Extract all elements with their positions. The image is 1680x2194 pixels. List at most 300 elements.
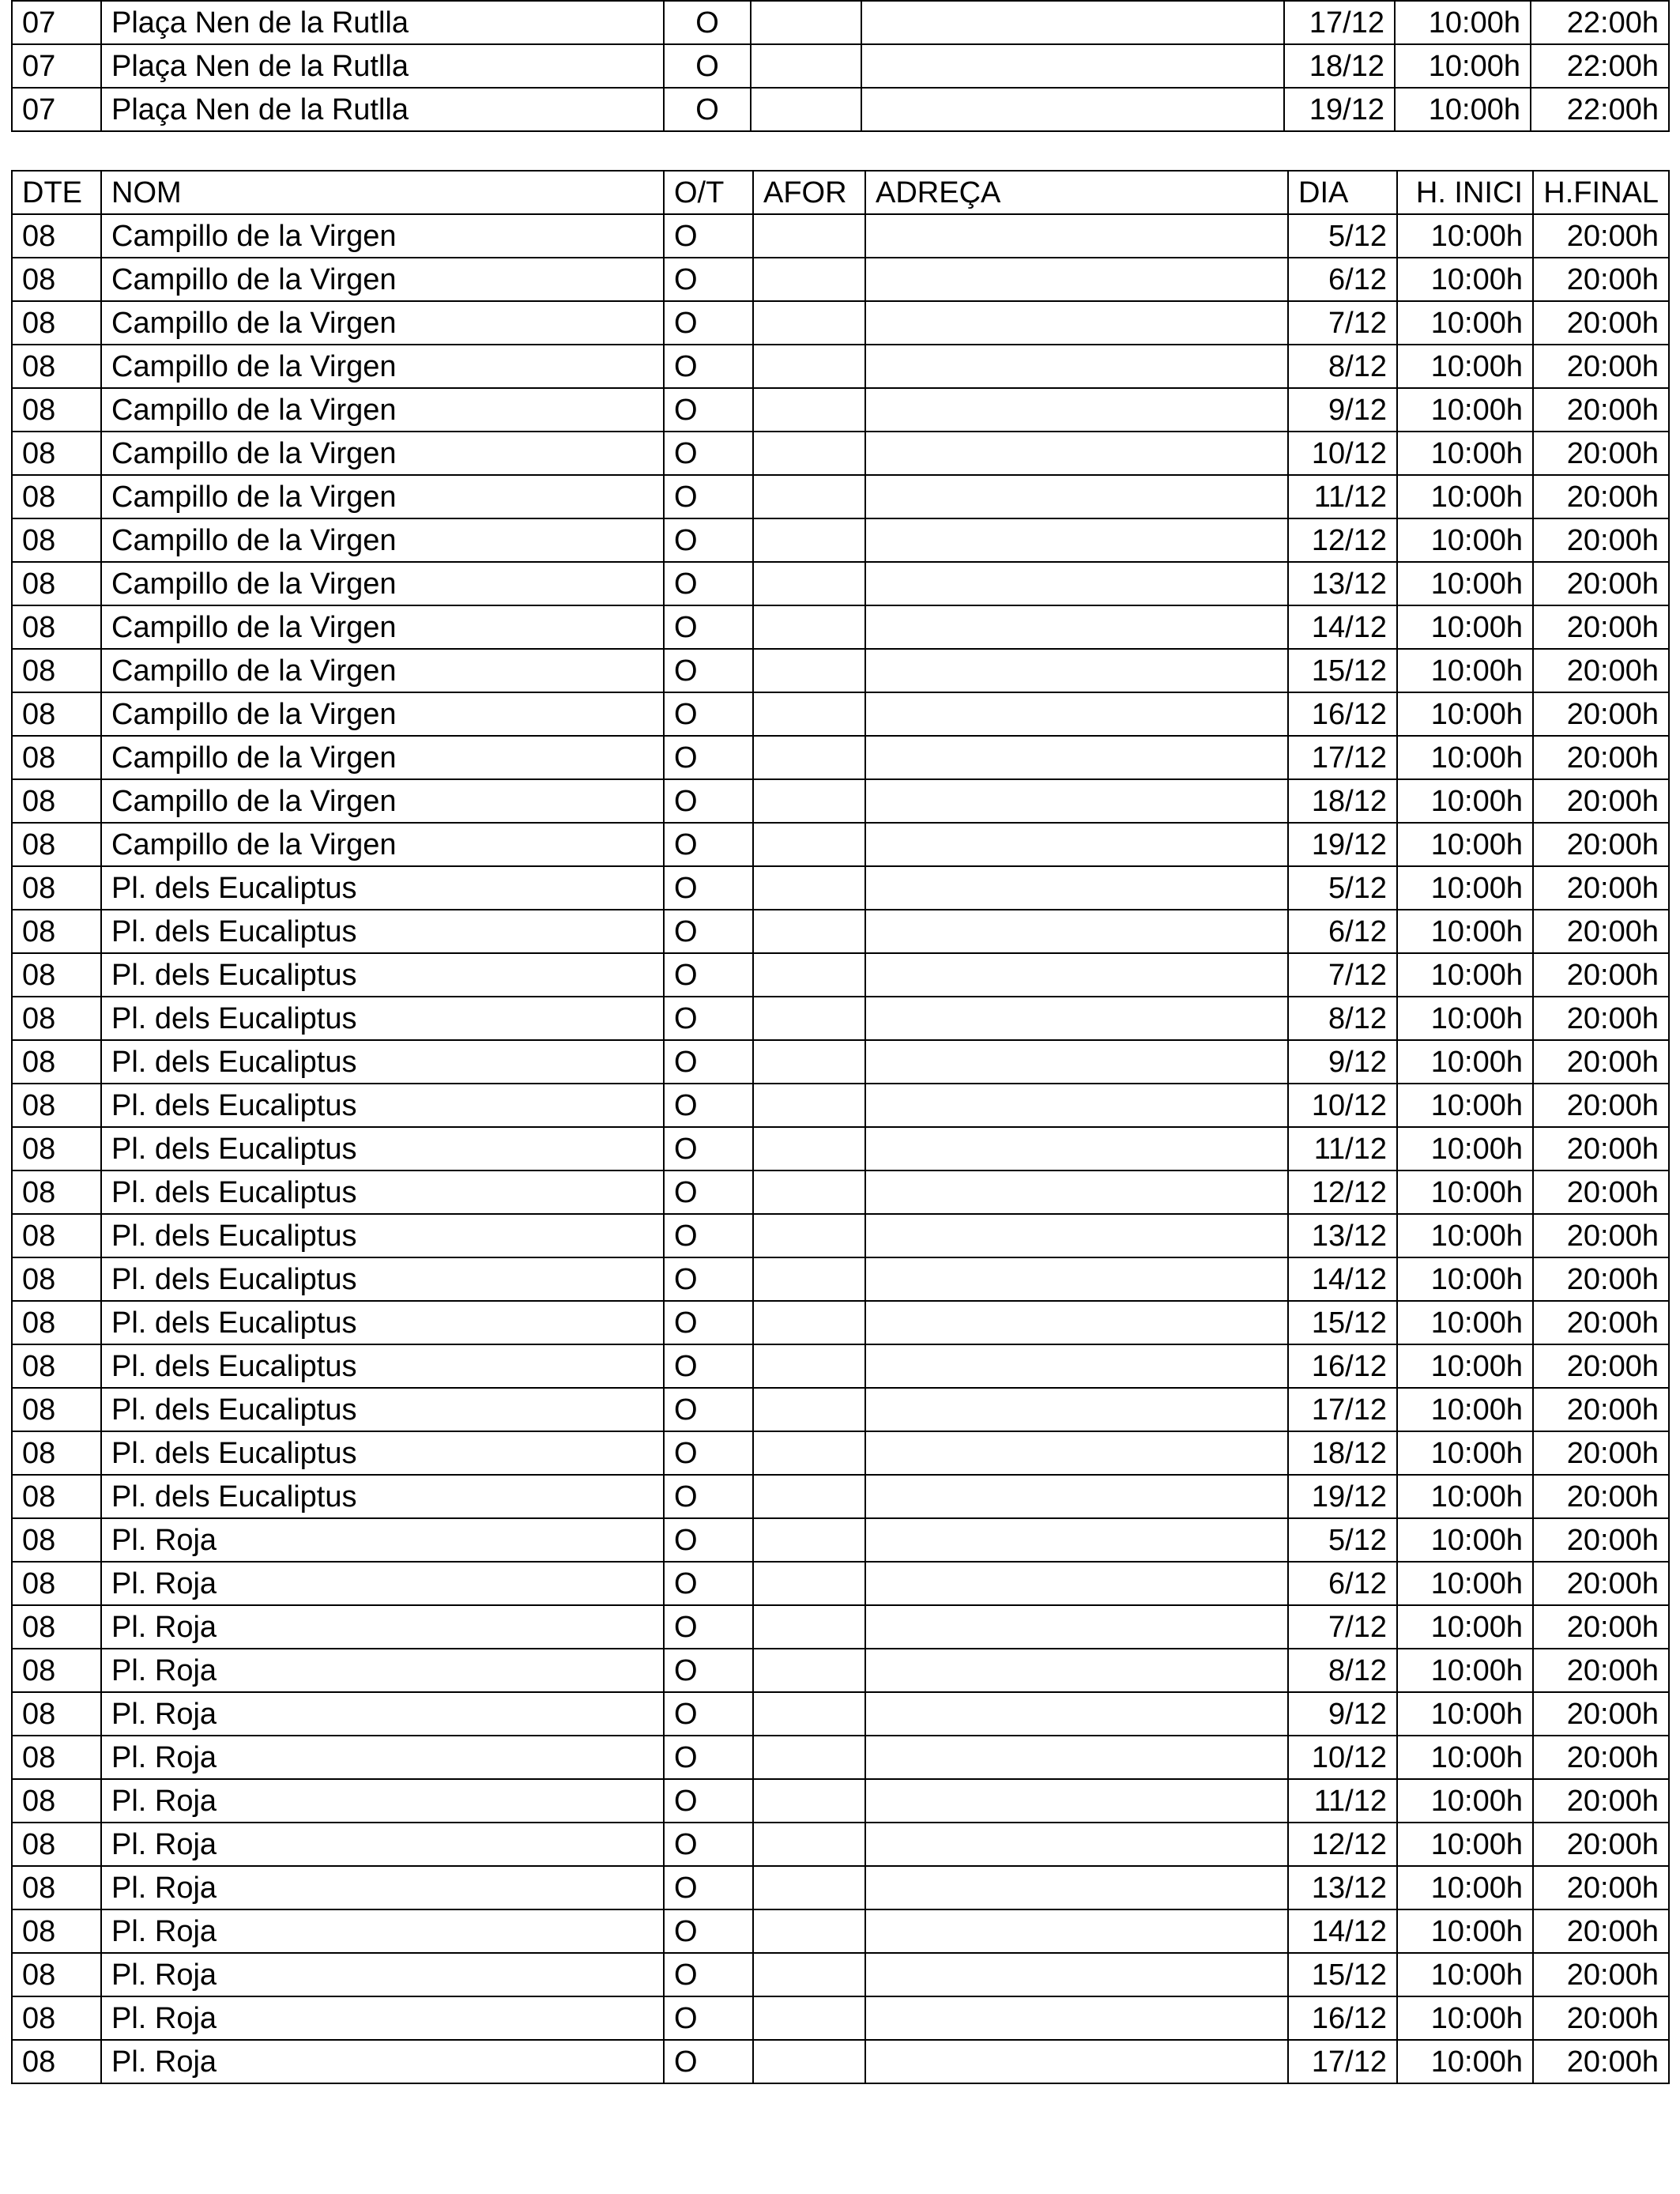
cell-ot: O [664,1431,753,1475]
cell-dia: 10/12 [1288,1084,1397,1127]
cell-ot: O [664,432,753,475]
cell-dte: 08 [12,432,101,475]
cell-h-inici: 10:00h [1397,475,1533,518]
cell-h-inici: 10:00h [1397,388,1533,432]
cell-afor [751,44,861,88]
cell-h-inici: 10:00h [1397,1996,1533,2040]
header-h-final: H.FINAL [1533,171,1669,214]
table-row [12,518,1669,562]
cell-h-final: 22:00h [1531,88,1669,131]
cell-h-inici: 10:00h [1397,2040,1533,2083]
table-row [12,953,1669,997]
cell-h-inici: 10:00h [1397,605,1533,649]
cell-dte: 08 [12,1518,101,1562]
cell-h-final: 20:00h [1533,1084,1669,1127]
cell-h-final: 20:00h [1533,1953,1669,1996]
cell-adreca [865,258,1288,301]
cell-afor [753,1823,865,1866]
cell-h-final: 20:00h [1533,432,1669,475]
cell-dte: 08 [12,1257,101,1301]
cell-ot: O [664,1171,753,1214]
cell-ot: O [664,1475,753,1518]
cell-ot: O [664,1040,753,1084]
cell-dte: 08 [12,518,101,562]
cell-adreca [861,88,1284,131]
table-row [12,1257,1669,1301]
cell-h-final: 20:00h [1533,997,1669,1040]
cell-h-final: 20:00h [1533,1388,1669,1431]
cell-dia: 8/12 [1288,997,1397,1040]
cell-nom: Plaça Nen de la Rutlla [101,88,664,131]
cell-dia: 13/12 [1288,1214,1397,1257]
cell-ot: O [664,1779,753,1823]
table-row [12,1344,1669,1388]
cell-dte: 08 [12,388,101,432]
cell-ot: O [664,1996,753,2040]
cell-adreca [865,910,1288,953]
cell-ot: O [664,1909,753,1953]
cell-adreca [865,1562,1288,1605]
cell-h-inici: 10:00h [1397,953,1533,997]
cell-adreca [865,1084,1288,1127]
cell-dte: 08 [12,1040,101,1084]
cell-nom: Plaça Nen de la Rutlla [101,44,664,88]
cell-ot: O [664,1605,753,1649]
table-row [12,1301,1669,1344]
cell-h-inici: 10:00h [1395,1,1531,44]
cell-dte: 08 [12,605,101,649]
cell-afor [753,1866,865,1909]
cell-adreca [865,1779,1288,1823]
cell-afor [753,345,865,388]
table-row [12,1214,1669,1257]
cell-dia: 18/12 [1284,44,1395,88]
table-row [12,1562,1669,1605]
header-row [12,171,1669,214]
cell-nom: Pl. dels Eucaliptus [101,1344,664,1388]
cell-adreca [865,388,1288,432]
cell-h-inici: 10:00h [1397,1171,1533,1214]
cell-afor [753,1779,865,1823]
cell-h-final: 20:00h [1533,692,1669,736]
cell-afor [753,258,865,301]
cell-dia: 7/12 [1288,953,1397,997]
cell-adreca [865,953,1288,997]
cell-h-final: 20:00h [1533,1996,1669,2040]
cell-nom: Pl. dels Eucaliptus [101,1084,664,1127]
cell-nom: Pl. Roja [101,2040,664,2083]
cell-dte: 08 [12,1996,101,2040]
cell-h-inici: 10:00h [1395,44,1531,88]
cell-adreca [865,1866,1288,1909]
cell-h-inici: 10:00h [1397,214,1533,258]
cell-dia: 10/12 [1288,432,1397,475]
header-ot: O/T [664,171,753,214]
cell-adreca [865,2040,1288,2083]
cell-dia: 16/12 [1288,1996,1397,2040]
cell-adreca [865,1214,1288,1257]
cell-h-inici: 10:00h [1397,736,1533,779]
cell-dte: 08 [12,562,101,605]
cell-dia: 12/12 [1288,518,1397,562]
table-row [12,301,1669,345]
cell-adreca [865,823,1288,866]
cell-h-inici: 10:00h [1397,866,1533,910]
cell-h-final: 20:00h [1533,562,1669,605]
cell-dte: 08 [12,1779,101,1823]
table-row [12,258,1669,301]
cell-ot: O [664,258,753,301]
cell-h-inici: 10:00h [1397,432,1533,475]
cell-dia: 5/12 [1288,866,1397,910]
cell-dte: 08 [12,2040,101,2083]
cell-ot: O [664,823,753,866]
table-row [12,997,1669,1040]
cell-afor [753,605,865,649]
cell-adreca [865,1475,1288,1518]
cell-h-inici: 10:00h [1397,1301,1533,1344]
cell-dte: 07 [12,88,101,131]
cell-adreca [865,1953,1288,1996]
cell-dia: 6/12 [1288,910,1397,953]
cell-afor [753,1301,865,1344]
cell-nom: Pl. Roja [101,1605,664,1649]
cell-h-final: 20:00h [1533,779,1669,823]
cell-adreca [865,1040,1288,1084]
cell-dte: 08 [12,1475,101,1518]
cell-h-final: 20:00h [1533,1909,1669,1953]
cell-h-final: 20:00h [1533,1649,1669,1692]
cell-afor [753,1562,865,1605]
cell-dte: 08 [12,1823,101,1866]
cell-h-inici: 10:00h [1397,1692,1533,1736]
cell-ot: O [664,692,753,736]
cell-dia: 17/12 [1288,2040,1397,2083]
cell-h-final: 20:00h [1533,1866,1669,1909]
cell-dia: 11/12 [1288,1779,1397,1823]
cell-adreca [865,779,1288,823]
cell-ot: O [664,1301,753,1344]
cell-dia: 6/12 [1288,258,1397,301]
cell-adreca [865,997,1288,1040]
cell-h-inici: 10:00h [1397,997,1533,1040]
cell-dte: 07 [12,44,101,88]
cell-ot: O [664,1214,753,1257]
cell-dia: 8/12 [1288,345,1397,388]
cell-ot: O [664,388,753,432]
cell-adreca [861,44,1284,88]
header-h-inici: H. INICI [1397,171,1533,214]
cell-dia: 16/12 [1288,692,1397,736]
cell-dia: 13/12 [1288,1866,1397,1909]
table-row [12,692,1669,736]
cell-ot: O [664,301,753,345]
table-row [12,866,1669,910]
cell-h-final: 20:00h [1533,953,1669,997]
cell-ot: O [664,779,753,823]
cell-nom: Pl. dels Eucaliptus [101,997,664,1040]
cell-dia: 11/12 [1288,475,1397,518]
cell-h-final: 20:00h [1533,1605,1669,1649]
header-adreca: ADREÇA [865,171,1288,214]
cell-ot: O [664,214,753,258]
cell-dia: 19/12 [1284,88,1395,131]
cell-nom: Pl. dels Eucaliptus [101,1475,664,1518]
cell-afor [753,1475,865,1518]
cell-dia: 9/12 [1288,1692,1397,1736]
cell-afor [753,649,865,692]
cell-h-inici: 10:00h [1395,88,1531,131]
table-row [12,1040,1669,1084]
cell-h-inici: 10:00h [1397,692,1533,736]
cell-ot: O [664,475,753,518]
table-row [12,1084,1669,1127]
cell-nom: Campillo de la Virgen [101,649,664,692]
cell-afor [753,432,865,475]
cell-adreca [865,518,1288,562]
cell-nom: Campillo de la Virgen [101,345,664,388]
cell-h-inici: 10:00h [1397,649,1533,692]
cell-h-final: 20:00h [1533,1171,1669,1214]
cell-h-inici: 10:00h [1397,1257,1533,1301]
cell-h-final: 20:00h [1533,475,1669,518]
cell-ot: O [664,1649,753,1692]
cell-nom: Pl. dels Eucaliptus [101,1257,664,1301]
cell-afor [753,1344,865,1388]
cell-dte: 08 [12,779,101,823]
cell-dte: 08 [12,1953,101,1996]
cell-ot: O [664,605,753,649]
cell-nom: Campillo de la Virgen [101,301,664,345]
cell-h-final: 20:00h [1533,1431,1669,1475]
cell-dia: 15/12 [1288,1301,1397,1344]
cell-ot: O [664,88,751,131]
cell-nom: Campillo de la Virgen [101,736,664,779]
table-row [12,1,1669,44]
cell-dte: 08 [12,736,101,779]
table-row [12,910,1669,953]
cell-dte: 08 [12,345,101,388]
cell-adreca [865,1344,1288,1388]
cell-h-inici: 10:00h [1397,1736,1533,1779]
table-row [12,88,1669,131]
table-row [12,388,1669,432]
cell-nom: Pl. Roja [101,1909,664,1953]
cell-afor [753,1953,865,1996]
cell-dte: 08 [12,1692,101,1736]
cell-dte: 08 [12,1344,101,1388]
cell-ot: O [664,1562,753,1605]
table-row [12,1736,1669,1779]
cell-nom: Campillo de la Virgen [101,605,664,649]
cell-h-final: 20:00h [1533,1562,1669,1605]
table-row [12,1953,1669,1996]
cell-nom: Pl. Roja [101,1823,664,1866]
cell-h-inici: 10:00h [1397,562,1533,605]
cell-h-inici: 10:00h [1397,1866,1533,1909]
cell-nom: Pl. Roja [101,1692,664,1736]
cell-dia: 17/12 [1288,1388,1397,1431]
cell-afor [753,2040,865,2083]
cell-dia: 13/12 [1288,562,1397,605]
table-row [12,214,1669,258]
cell-h-final: 20:00h [1533,1779,1669,1823]
cell-dia: 8/12 [1288,1649,1397,1692]
cell-nom: Campillo de la Virgen [101,214,664,258]
cell-dte: 08 [12,475,101,518]
cell-dia: 19/12 [1288,823,1397,866]
cell-nom: Campillo de la Virgen [101,475,664,518]
cell-afor [753,1084,865,1127]
cell-h-final: 20:00h [1533,910,1669,953]
cell-h-inici: 10:00h [1397,1084,1533,1127]
cell-h-inici: 10:00h [1397,301,1533,345]
cell-ot: O [664,1388,753,1431]
cell-dia: 18/12 [1288,1431,1397,1475]
cell-ot: O [664,1866,753,1909]
cell-h-final: 20:00h [1533,1040,1669,1084]
cell-dia: 9/12 [1288,1040,1397,1084]
table-row [12,1909,1669,1953]
cell-nom: Pl. dels Eucaliptus [101,910,664,953]
cell-nom: Pl. dels Eucaliptus [101,1431,664,1475]
cell-dte: 08 [12,1214,101,1257]
cell-dia: 17/12 [1288,736,1397,779]
cell-h-final: 20:00h [1533,1823,1669,1866]
cell-ot: O [664,1823,753,1866]
cell-h-final: 20:00h [1533,1344,1669,1388]
cell-dia: 5/12 [1288,214,1397,258]
table-row [12,1996,1669,2040]
cell-nom: Pl. Roja [101,1736,664,1779]
cell-h-inici: 10:00h [1397,1649,1533,1692]
cell-afor [753,1736,865,1779]
cell-ot: O [664,562,753,605]
cell-adreca [865,1909,1288,1953]
header-dia: DIA [1288,171,1397,214]
cell-adreca [865,866,1288,910]
cell-nom: Campillo de la Virgen [101,823,664,866]
cell-ot: O [664,953,753,997]
cell-adreca [865,1605,1288,1649]
cell-dia: 17/12 [1284,1,1395,44]
cell-dte: 08 [12,1562,101,1605]
cell-dte: 08 [12,1649,101,1692]
cell-adreca [865,1649,1288,1692]
cell-dte: 08 [12,1866,101,1909]
cell-adreca [865,692,1288,736]
cell-h-inici: 10:00h [1397,1909,1533,1953]
cell-ot: O [664,1344,753,1388]
cell-h-inici: 10:00h [1397,823,1533,866]
cell-afor [753,997,865,1040]
table-row [12,345,1669,388]
cell-adreca [865,475,1288,518]
cell-dia: 11/12 [1288,1127,1397,1171]
cell-dte: 08 [12,301,101,345]
cell-dia: 12/12 [1288,1823,1397,1866]
cell-ot: O [664,736,753,779]
cell-afor [753,1996,865,2040]
cell-nom: Campillo de la Virgen [101,518,664,562]
table-row [12,1388,1669,1431]
table-row [12,779,1669,823]
cell-afor [753,910,865,953]
cell-h-inici: 10:00h [1397,1214,1533,1257]
cell-h-final: 20:00h [1533,823,1669,866]
cell-nom: Pl. Roja [101,1562,664,1605]
cell-h-final: 20:00h [1533,1736,1669,1779]
table-row [12,432,1669,475]
cell-nom: Pl. dels Eucaliptus [101,1214,664,1257]
cell-dia: 6/12 [1288,1562,1397,1605]
cell-h-final: 20:00h [1533,214,1669,258]
table-row [12,1518,1669,1562]
cell-ot: O [664,1,751,44]
cell-ot: O [664,1736,753,1779]
cell-h-final: 20:00h [1533,518,1669,562]
cell-dte: 08 [12,649,101,692]
table-row [12,823,1669,866]
cell-adreca [865,301,1288,345]
cell-nom: Campillo de la Virgen [101,562,664,605]
cell-dia: 19/12 [1288,1475,1397,1518]
cell-ot: O [664,518,753,562]
cell-nom: Pl. Roja [101,1779,664,1823]
cell-nom: Campillo de la Virgen [101,258,664,301]
cell-nom: Campillo de la Virgen [101,388,664,432]
cell-adreca [865,1996,1288,2040]
cell-dia: 9/12 [1288,388,1397,432]
cell-dte: 08 [12,1431,101,1475]
cell-h-inici: 10:00h [1397,1040,1533,1084]
cell-dte: 08 [12,1084,101,1127]
table-row [12,2040,1669,2083]
cell-dte: 08 [12,997,101,1040]
table-row [12,1779,1669,1823]
cell-adreca [865,432,1288,475]
cell-dte: 08 [12,1388,101,1431]
cell-h-inici: 10:00h [1397,1518,1533,1562]
cell-h-inici: 10:00h [1397,1562,1533,1605]
cell-dia: 14/12 [1288,605,1397,649]
cell-afor [753,1388,865,1431]
cell-ot: O [664,1953,753,1996]
cell-afor [753,1649,865,1692]
table-row [12,605,1669,649]
cell-dia: 18/12 [1288,779,1397,823]
cell-h-final: 20:00h [1533,301,1669,345]
cell-dia: 16/12 [1288,1344,1397,1388]
cell-ot: O [664,997,753,1040]
cell-dia: 14/12 [1288,1909,1397,1953]
cell-nom: Campillo de la Virgen [101,779,664,823]
cell-dia: 15/12 [1288,649,1397,692]
cell-h-inici: 10:00h [1397,1431,1533,1475]
cell-h-final: 20:00h [1533,388,1669,432]
cell-afor [753,301,865,345]
cell-h-inici: 10:00h [1397,345,1533,388]
cell-h-inici: 10:00h [1397,1388,1533,1431]
cell-ot: O [664,1257,753,1301]
cell-h-inici: 10:00h [1397,518,1533,562]
cell-nom: Pl. dels Eucaliptus [101,866,664,910]
cell-afor [753,823,865,866]
cell-h-final: 20:00h [1533,1257,1669,1301]
cell-afor [753,1257,865,1301]
cell-h-inici: 10:00h [1397,1475,1533,1518]
header-nom: NOM [101,171,664,214]
